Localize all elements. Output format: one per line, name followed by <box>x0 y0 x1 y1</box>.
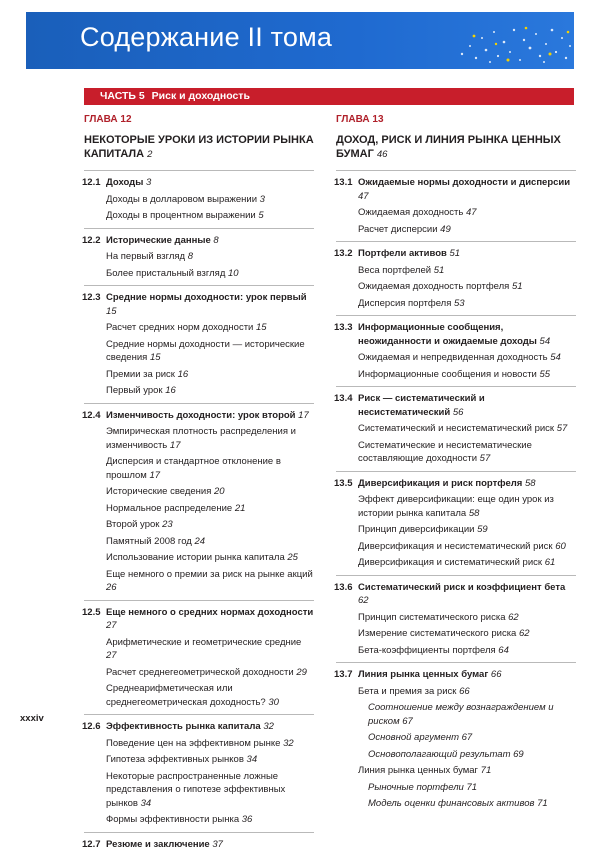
entry-text: Информационные сообщения и новости <box>358 369 537 380</box>
entry-text: Формы эффективности рынка <box>106 814 239 825</box>
section-title: Линия рынка ценных бумаг <box>358 669 488 680</box>
entry-text: Эмпирическая плотность распределения и изменчивость <box>106 426 296 451</box>
page-number: 62 <box>508 612 519 623</box>
page-number: 53 <box>454 298 465 309</box>
section-number: 12.6 <box>82 720 101 734</box>
section-heading[interactable] <box>336 668 576 682</box>
entry-text: Систематические и несистематические составляющие доходности <box>358 440 532 465</box>
chapter-label: ГЛАВА 13 <box>336 114 576 128</box>
page-number: 54 <box>540 336 551 347</box>
entry-text: Рыночные портфели <box>368 782 464 793</box>
page-number: 62 <box>519 628 530 639</box>
section-number: 13.3 <box>334 321 353 335</box>
page-number: 71 <box>466 782 477 793</box>
toc-entry[interactable] <box>336 685 576 699</box>
page-number: 27 <box>106 650 117 661</box>
page-number: 10 <box>228 268 239 279</box>
chapter-13-column <box>336 114 576 811</box>
section-number: 12.7 <box>82 838 101 851</box>
toc-entry[interactable] <box>84 568 314 595</box>
entry-text: Основной аргумент <box>368 732 459 743</box>
toc-entry[interactable] <box>336 540 576 554</box>
page-number: 20 <box>214 486 225 497</box>
chapter-title[interactable] <box>336 133 576 162</box>
entry-text: Доходы в долларовом выражении <box>106 194 257 205</box>
page-number: 34 <box>247 754 258 765</box>
page-number: 67 <box>462 732 473 743</box>
page-number: 62 <box>358 595 369 606</box>
section-title: Эффективность рынка капитала <box>106 721 261 732</box>
page-number: 16 <box>178 369 189 380</box>
section-heading[interactable] <box>336 477 576 491</box>
page-number: 56 <box>453 407 464 418</box>
section-heading[interactable] <box>336 321 576 348</box>
page-number: 26 <box>106 582 117 593</box>
section-title: Портфели активов <box>358 248 447 259</box>
page-number: 37 <box>212 839 223 850</box>
section-divider <box>84 832 314 833</box>
page-number: 17 <box>298 410 309 421</box>
entry-text: Нормальное распределение <box>106 503 232 514</box>
toc-entry[interactable] <box>84 193 314 207</box>
toc-entry[interactable] <box>336 206 576 220</box>
toc-entry[interactable] <box>84 384 314 398</box>
entry-text: Веса портфелей <box>358 265 431 276</box>
section-divider <box>84 285 314 286</box>
entry-text: Бета и премия за риск <box>358 686 456 697</box>
section-number: 12.1 <box>82 176 101 190</box>
entry-text: Некоторые распространенные ложные представления о гипотезе эффективных рынков <box>106 771 285 809</box>
section-divider <box>84 228 314 229</box>
page-number: 8 <box>213 235 218 246</box>
section-divider <box>336 471 576 472</box>
section-divider <box>336 386 576 387</box>
section-number: 13.1 <box>334 176 353 190</box>
toc-entry[interactable] <box>336 264 576 278</box>
entry-text: Дисперсия и стандартное отклонение в прошлом <box>106 456 281 481</box>
section-number: 12.4 <box>82 409 101 423</box>
page-number: 16 <box>165 385 176 396</box>
chapter-12-column <box>84 114 314 851</box>
page-folio: xxxiv <box>20 713 44 724</box>
page-number: 24 <box>194 536 205 547</box>
section-divider <box>84 714 314 715</box>
page-number: 46 <box>377 149 388 160</box>
section-heading[interactable] <box>84 606 314 633</box>
entry-text: Соотношение между вознаграждением и риском <box>368 702 554 727</box>
section-divider <box>84 170 314 171</box>
page-number: 71 <box>481 765 492 776</box>
page-number: 17 <box>149 470 160 481</box>
section-heading[interactable] <box>336 581 576 608</box>
toc-entry[interactable] <box>84 425 314 452</box>
entry-text: Второй урок <box>106 519 159 530</box>
entry-text: Использование истории рынка капитала <box>106 552 285 563</box>
toc-entry[interactable] <box>84 770 314 811</box>
toc-entry[interactable] <box>84 666 314 680</box>
toc-entry[interactable] <box>84 485 314 499</box>
toc-entry[interactable] <box>336 556 576 570</box>
chapter-title[interactable] <box>84 133 314 162</box>
entry-text: Расчет среднегеометрической доходности <box>106 667 294 678</box>
section-divider <box>336 662 576 663</box>
page-number: 2 <box>147 149 152 160</box>
section-title: Исторические данные <box>106 235 211 246</box>
toc-entry[interactable] <box>336 493 576 520</box>
toc-entry[interactable] <box>336 297 576 311</box>
entry-text: Расчет средних норм доходности <box>106 322 253 333</box>
entry-text: Более пристальный взгляд <box>106 268 225 279</box>
toc-entry[interactable] <box>336 701 576 728</box>
toc-entry[interactable] <box>336 280 576 294</box>
section-title: Риск — систематический и несистематический <box>358 393 485 418</box>
entry-text: Среднеарифметическая или среднегеометрическая доходность? <box>106 683 266 708</box>
page-number: 3 <box>260 194 265 205</box>
part-bar <box>84 88 574 105</box>
page-number: 59 <box>477 524 488 535</box>
toc-entry[interactable] <box>336 611 576 625</box>
toc-entry[interactable] <box>84 682 314 709</box>
page-number: 15 <box>256 322 267 333</box>
page-number: 15 <box>106 306 117 317</box>
toc-entry[interactable] <box>84 250 314 264</box>
page-title: Содержание II тома <box>80 22 332 53</box>
page-number: 36 <box>242 814 253 825</box>
section-heading[interactable] <box>84 291 314 318</box>
entry-text: Дисперсия портфеля <box>358 298 451 309</box>
entry-text: Основополагающий результат <box>368 749 511 760</box>
toc-entry[interactable] <box>336 797 576 811</box>
page-number: 25 <box>287 552 298 563</box>
entry-text: Поведение цен на эффективном рынке <box>106 738 280 749</box>
toc-entry[interactable] <box>336 781 576 795</box>
section-title: Систематический риск и коэффициент бета <box>358 582 565 593</box>
entry-text: Исторические сведения <box>106 486 211 497</box>
section-number: 12.2 <box>82 234 101 248</box>
section-title: Ожидаемые нормы доходности и дисперсии <box>358 177 570 188</box>
section-heading[interactable] <box>84 720 314 734</box>
section-heading[interactable] <box>84 176 314 190</box>
entry-text: Диверсификация и несистематический риск <box>358 541 553 552</box>
entry-text: Модель оценки финансовых активов <box>368 798 534 809</box>
toc-entry[interactable] <box>336 422 576 436</box>
entry-text: Гипотеза эффективных рынков <box>106 754 244 765</box>
toc-entry[interactable] <box>336 764 576 778</box>
page-number: 57 <box>480 453 491 464</box>
toc-entry[interactable] <box>84 551 314 565</box>
part-label: ЧАСТЬ 5 <box>100 90 145 102</box>
page-number: 27 <box>106 620 117 631</box>
page-number: 67 <box>402 716 413 727</box>
toc-entry[interactable] <box>336 223 576 237</box>
chapter-title-text: ДОХОД, РИСК И ЛИНИЯ РЫНКА ЦЕННЫХ БУМАГ <box>336 134 561 160</box>
toc-entry[interactable] <box>336 644 576 658</box>
page-number: 17 <box>170 440 181 451</box>
page-number: 49 <box>440 224 451 235</box>
entry-text: Памятный 2008 год <box>106 536 192 547</box>
section-title: Резюме и заключение <box>106 839 210 850</box>
entry-text: Ожидаемая доходность портфеля <box>358 281 509 292</box>
page-number: 8 <box>188 251 193 262</box>
page-number: 66 <box>491 669 502 680</box>
entry-text: Премии за риск <box>106 369 175 380</box>
page-number: 54 <box>550 352 561 363</box>
toc-entry[interactable] <box>84 636 314 663</box>
entry-text: Первый урок <box>106 385 163 396</box>
toc-entry[interactable] <box>84 737 314 751</box>
section-number: 13.2 <box>334 247 353 261</box>
page-number: 55 <box>540 369 551 380</box>
toc-entry[interactable] <box>336 523 576 537</box>
toc-entry[interactable] <box>84 502 314 516</box>
toc-entry[interactable] <box>84 368 314 382</box>
section-number: 13.6 <box>334 581 353 595</box>
section-number: 12.5 <box>82 606 101 620</box>
dot-pattern-decoration <box>456 24 574 64</box>
section-heading[interactable] <box>84 838 314 851</box>
toc-entry[interactable] <box>84 753 314 767</box>
toc-entry[interactable] <box>84 267 314 281</box>
entry-text: Принцип диверсификации <box>358 524 474 535</box>
entry-text: Средние нормы доходности — исторические сведения <box>106 339 305 364</box>
page-number: 51 <box>434 265 445 276</box>
section-number: 13.7 <box>334 668 353 682</box>
page-number: 66 <box>459 686 470 697</box>
section-divider <box>336 575 576 576</box>
page-number: 21 <box>235 503 246 514</box>
toc-entry[interactable] <box>84 455 314 482</box>
page-number: 32 <box>263 721 274 732</box>
section-divider <box>84 403 314 404</box>
toc-entry[interactable] <box>336 627 576 641</box>
entry-text: Ожидаемая доходность <box>358 207 463 218</box>
page-number: 64 <box>498 645 509 656</box>
page-number: 51 <box>512 281 523 292</box>
page-number: 29 <box>296 667 307 678</box>
toc-entry[interactable] <box>84 338 314 365</box>
toc-entry[interactable] <box>336 439 576 466</box>
toc-entry[interactable] <box>336 368 576 382</box>
header-banner <box>26 12 574 69</box>
chapter-title-text: НЕКОТОРЫЕ УРОКИ ИЗ ИСТОРИИ РЫНКА КАПИТАЛА <box>84 134 314 160</box>
page-number: 69 <box>513 749 524 760</box>
page-number: 47 <box>466 207 477 218</box>
entry-text: Линия рынка ценных бумаг <box>358 765 478 776</box>
section-title: Диверсификация и риск портфеля <box>358 478 522 489</box>
section-heading[interactable] <box>84 409 314 423</box>
toc-entry[interactable] <box>84 813 314 827</box>
toc-entry[interactable] <box>336 351 576 365</box>
section-number: 12.3 <box>82 291 101 305</box>
section-title: Информационные сообщения, неожиданности и ожидаемые доходы <box>358 322 537 347</box>
part-title: Риск и доходность <box>152 90 250 102</box>
page-number: 58 <box>525 478 536 489</box>
section-title: Еще немного о средних нормах доходности <box>106 607 313 618</box>
section-divider <box>336 315 576 316</box>
page-number: 61 <box>545 557 556 568</box>
page-number: 57 <box>557 423 568 434</box>
entry-text: Ожидаемая и непредвиденная доходность <box>358 352 548 363</box>
entry-text: Измерение систематического риска <box>358 628 516 639</box>
section-heading[interactable] <box>84 234 314 248</box>
toc-entry[interactable] <box>84 209 314 223</box>
page-number: 5 <box>258 210 263 221</box>
page-number: 30 <box>268 697 279 708</box>
page-number: 32 <box>283 738 294 749</box>
section-divider <box>336 170 576 171</box>
section-title: Доходы <box>106 177 143 188</box>
section-divider <box>84 600 314 601</box>
page-number: 60 <box>555 541 566 552</box>
page-number: 58 <box>469 508 480 519</box>
entry-text: Еще немного о премии за риск на рынке акций <box>106 569 313 580</box>
toc-entry[interactable] <box>336 731 576 745</box>
entry-text: Арифметические и геометрические средние <box>106 637 301 648</box>
chapter-label: ГЛАВА 12 <box>84 114 314 128</box>
toc-entry[interactable] <box>84 535 314 549</box>
page-number: 23 <box>162 519 173 530</box>
section-heading[interactable] <box>336 392 576 419</box>
page-number: 15 <box>150 352 161 363</box>
section-title: Изменчивость доходности: урок второй <box>106 410 296 421</box>
section-divider <box>336 241 576 242</box>
page-number: 34 <box>141 798 152 809</box>
entry-text: Доходы в процентном выражении <box>106 210 256 221</box>
entry-text: На первый взгляд <box>106 251 185 262</box>
entry-text: Диверсификация и систематический риск <box>358 557 542 568</box>
section-heading[interactable] <box>336 176 576 203</box>
section-number: 13.5 <box>334 477 353 491</box>
section-title: Средние нормы доходности: урок первый <box>106 292 307 303</box>
page-number: 71 <box>537 798 548 809</box>
page-number: 51 <box>449 248 460 259</box>
page-number: 3 <box>146 177 151 188</box>
entry-text: Эффект диверсификации: еще один урок из истории рынка капитала <box>358 494 554 519</box>
entry-text: Систематический и несистематический риск <box>358 423 554 434</box>
toc-entry[interactable] <box>84 518 314 532</box>
toc-entry[interactable] <box>84 321 314 335</box>
entry-text: Принцип систематического риска <box>358 612 506 623</box>
entry-text: Бета-коэффициенты портфеля <box>358 645 496 656</box>
section-heading[interactable] <box>336 247 576 261</box>
section-number: 13.4 <box>334 392 353 406</box>
page-number: 47 <box>358 191 369 202</box>
entry-text: Расчет дисперсии <box>358 224 438 235</box>
